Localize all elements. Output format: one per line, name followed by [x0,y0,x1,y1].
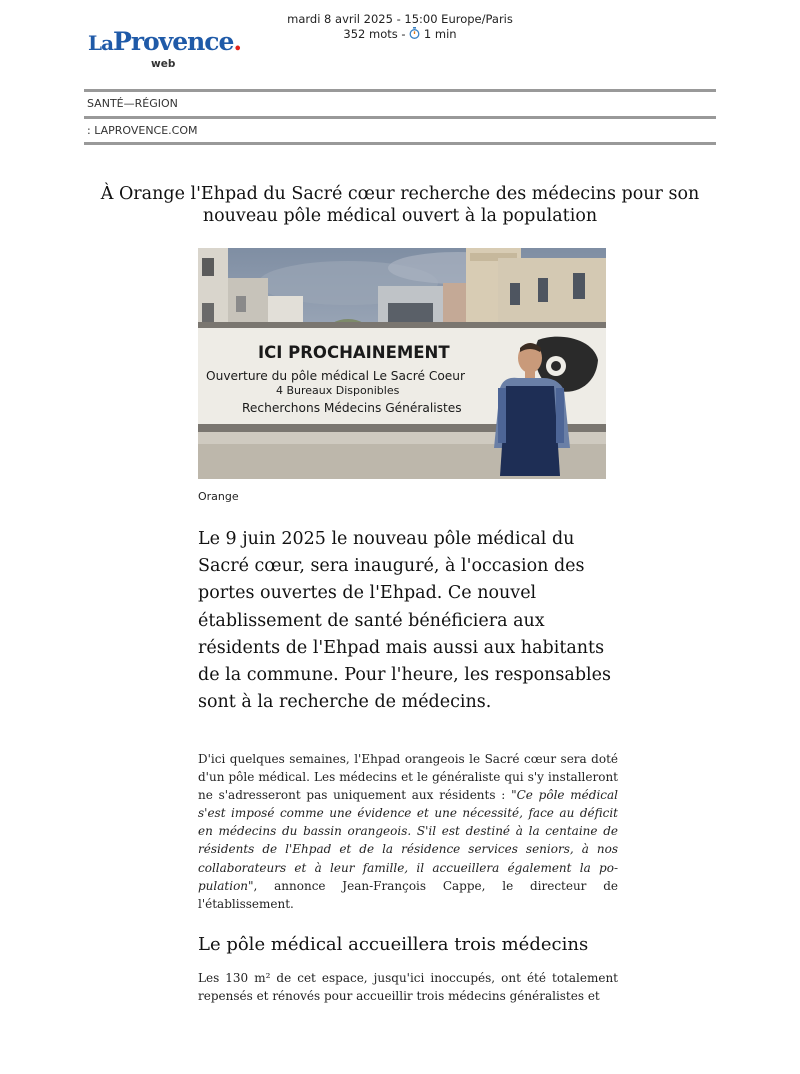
banner-line: Recherchons Médecins Généralistes [242,401,462,415]
banner-line: Ouverture du pôle médical Le Sacré Coeur [206,369,466,383]
article-title: À Orange l'Ehpad du Sacré cœur recherche des médecins pour son nouveau pôle médical ouvert à la population [100,184,700,226]
article-photo [198,248,606,479]
word-count: 352 mots - [343,27,410,41]
publication-datetime: mardi 8 avril 2025 - 15:00 Europe/Paris [287,12,513,26]
divider [84,116,716,119]
divider [84,89,716,92]
article-lead: Le 9 juin 2025 le nouveau pôle médical du Sacré cœur, sera inauguré, à l'occasion des portes ouvertes de l'Ehpad. Ce nouvel établissement de santé bénéficiera aux résidents de l'Ehpad mais aussi aux habitants de la commune. Pour l'heure, les responsables sont à la recherche de médecins. [198,529,611,713]
read-time: 1 min [420,27,457,41]
divider [84,142,716,145]
article-subheading: Le pôle médical accueillera trois médecins [198,934,589,955]
photo-caption: Orange [198,490,239,503]
la-provence-logo[interactable] [88,28,248,76]
source-label: : LAPROVENCE.COM [87,124,198,137]
banner-line: 4 Bureaux Disponibles [276,384,400,397]
stopwatch-icon [409,27,420,43]
logo-subtitle: web [151,58,176,70]
article-paragraph: D'ici quelques semaines, l'Ehpad orangeois le Sacré cœur sera doté d'un pôle médical. Les médecins et le généraliste qui s'y installeront ne s'adresseront pas uniquement aux résidents : "Ce pôle médical s'est imposé comme une évidence et une nécessité, face au déficit en médecins du bassin orangeois. S'il est destiné à la centaine de résidents de l'Ehpad et de la résidence services seniors, à nos collaborateurs et à leur famille, il accueillera également la population", annonce Jean-François Cappe, le directeur de l'établissement. [198,752,618,911]
section-label: SANTÉ—RÉGION [87,97,178,110]
banner-headline: ICI PROCHAINEMENT [258,343,450,362]
logo-wordmark: LaProvence. [88,27,242,56]
article-paragraph: Les 130 m² de cet espace, jusqu'ici inoccupés, ont été totalement repensés et rénovés pour accueillir trois médecins généralistes et [198,971,618,1004]
quote: Ce pôle médical s'est imposé comme une évidence et une nécessité, face au déficit en médecins du bassin orangeois. S'il est destiné à la centaine de résidents de l'Ehpad et de la résidence services seniors, à nos collaborateurs et à leur famille, il accueillera également la population [198,788,618,893]
